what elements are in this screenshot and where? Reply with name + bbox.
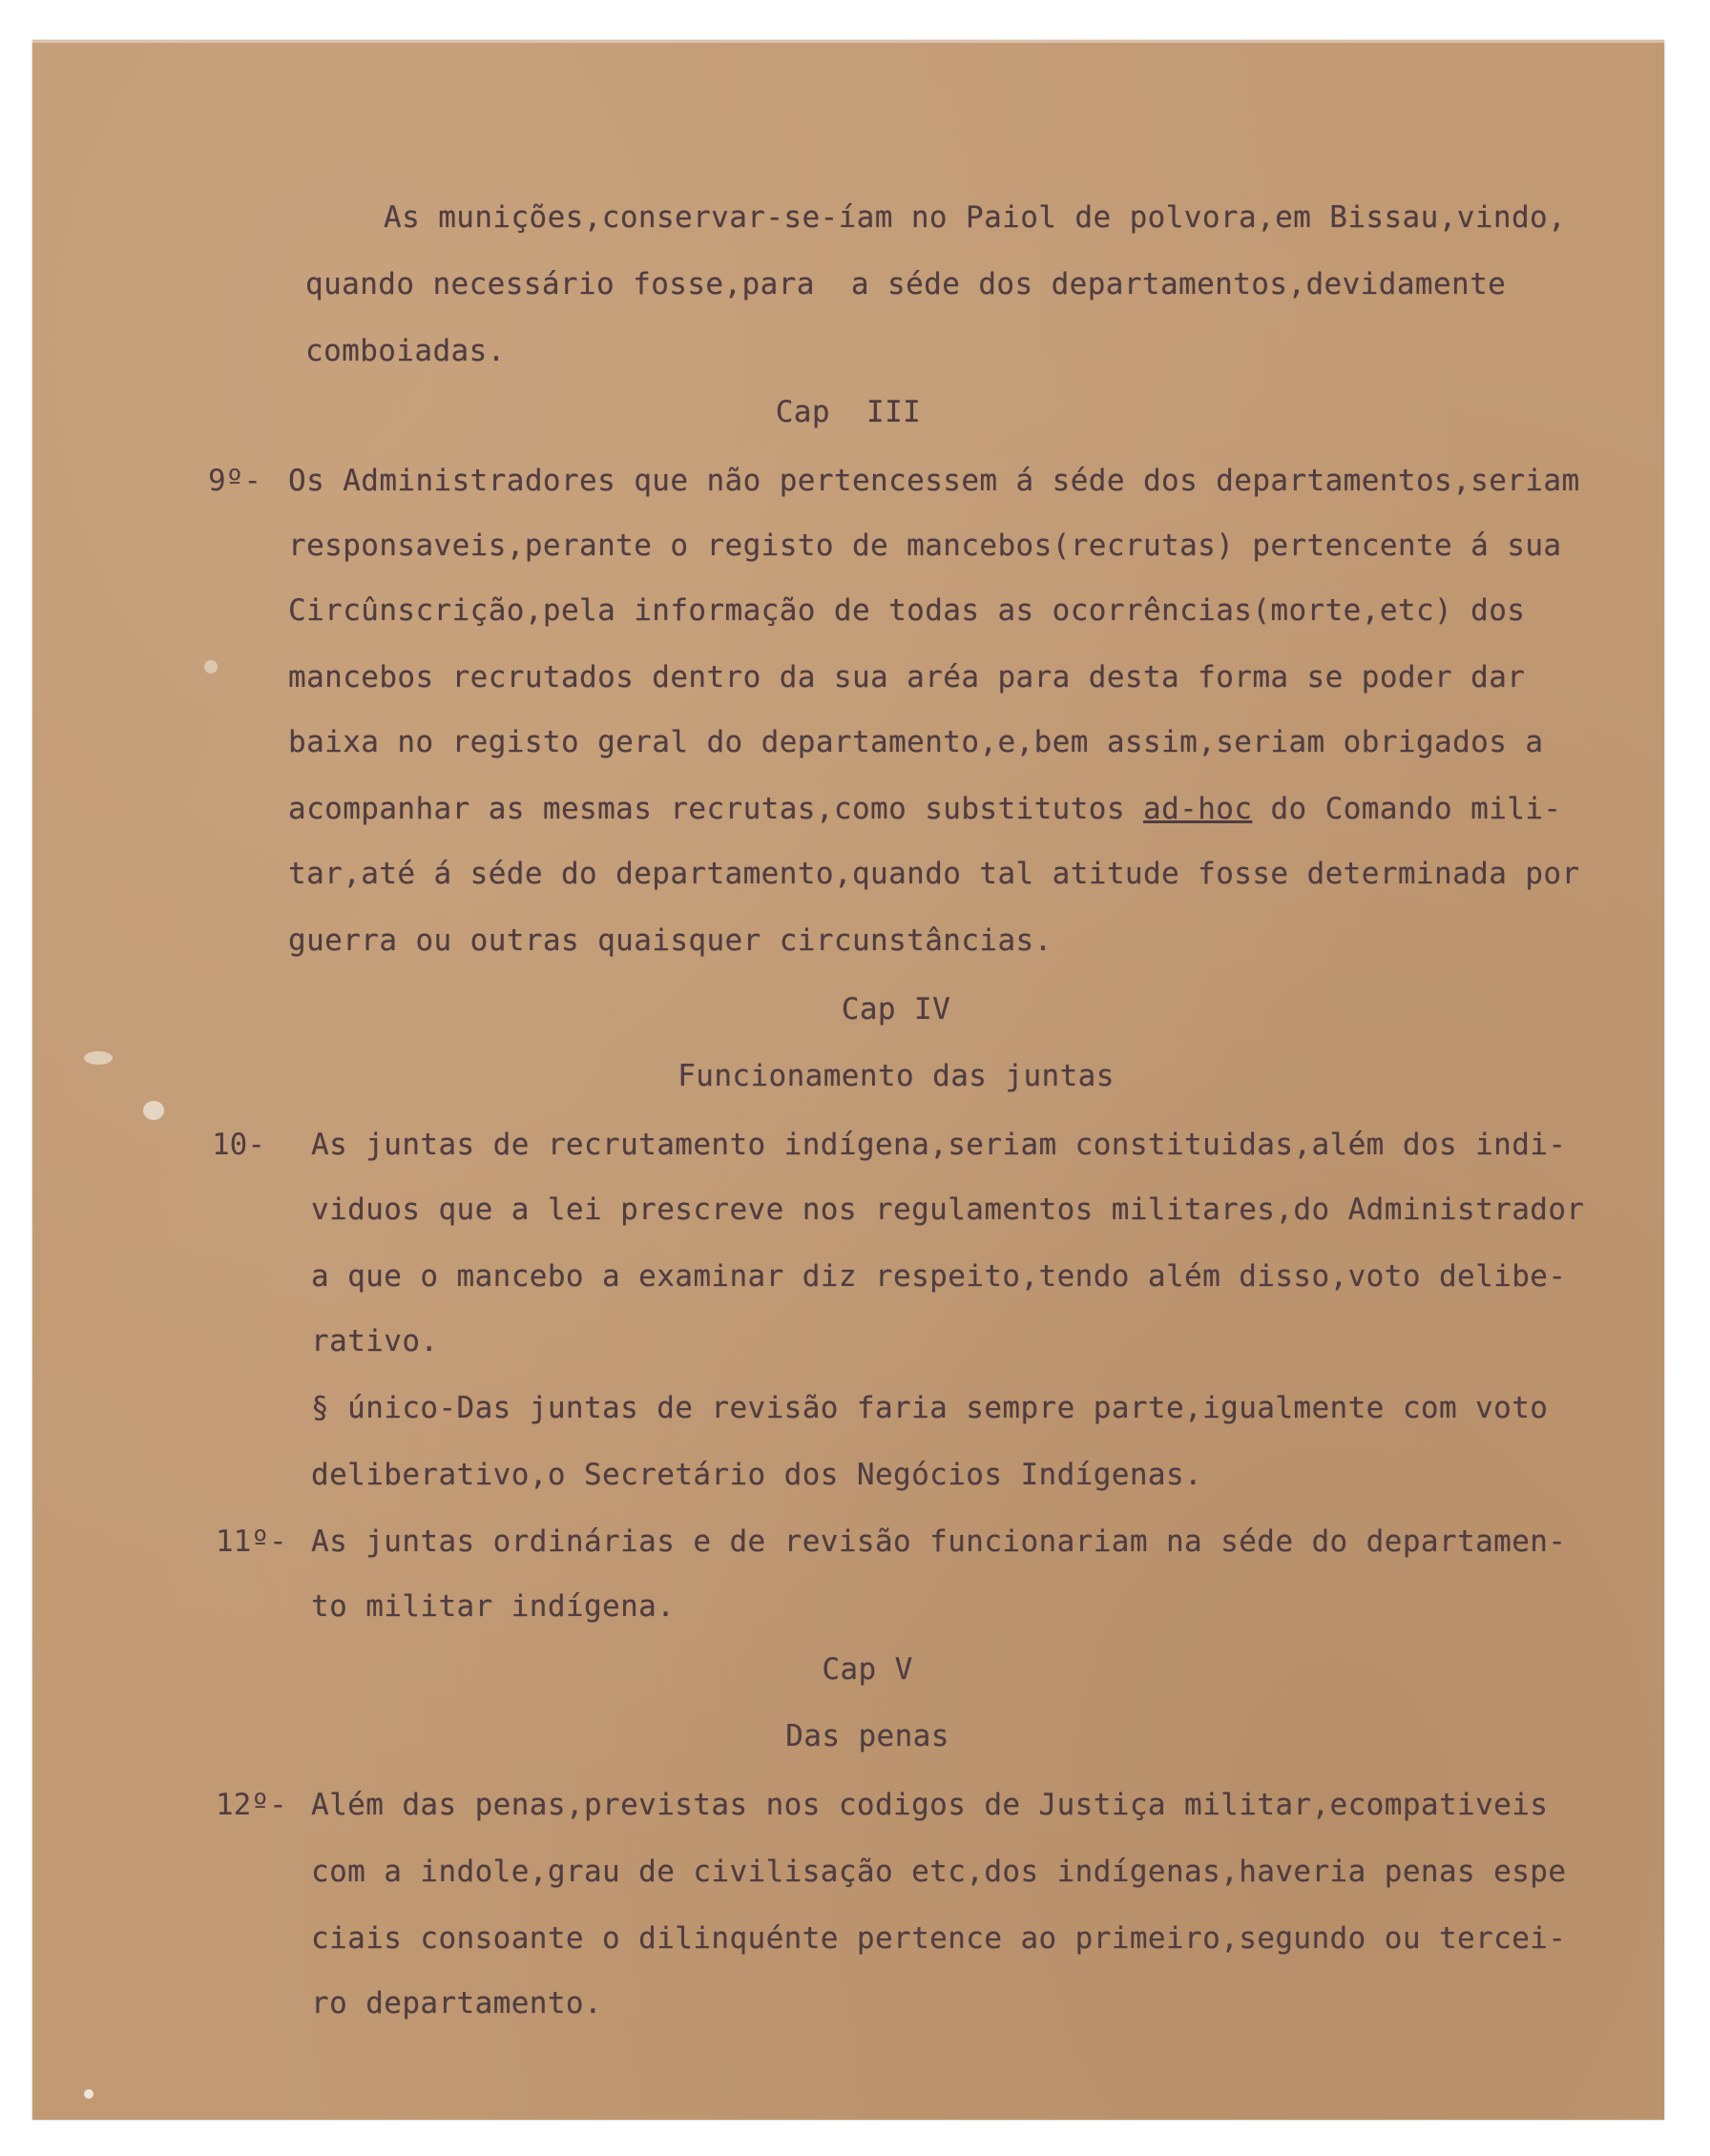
- item-9-line-5: baixa no registo geral do departamento,e,bem assim,seriam obrigados a: [288, 725, 1544, 759]
- item-9-line-6: [288, 792, 1562, 826]
- chapter-4-heading: Cap IV: [841, 992, 951, 1026]
- item-10-single-1: § único-Das juntas de revisão faria sempre parte,igualmente com voto: [311, 1391, 1549, 1425]
- chapter-5-heading: Cap V: [822, 1652, 913, 1687]
- munitions-line-3: comboiadas.: [305, 334, 506, 368]
- chapter-4-title: Funcionamento das juntas: [678, 1059, 1115, 1093]
- munitions-line-1: As munições,conservar-se-íam no Paiol de polvora,em Bissau,vindo,: [384, 200, 1567, 235]
- item-9-line-4: mancebos recrutados dentro da sua aréa para desta forma se poder dar: [288, 660, 1526, 694]
- item-9-line-8: guerra ou outras quaisquer circunstâncias.: [288, 923, 1053, 958]
- item-12-line-4: ro departamento.: [311, 1986, 603, 2021]
- paper-speck: [204, 660, 218, 674]
- item-12-line-2: com a indole,grau de civilisação etc,dos indígenas,haveria penas espe: [311, 1855, 1567, 1889]
- item-10-line-2: viduos que a lei prescreve nos regulamentos militares,do Administrador: [311, 1192, 1585, 1227]
- item-12-line-3: ciais consoante o dilinquénte pertence ao primeiro,segundo ou tercei-: [311, 1921, 1567, 1956]
- item-11-line-1: As juntas ordinárias e de revisão funcionariam na séde do departamen-: [311, 1524, 1567, 1559]
- item-12-line-1: Além das penas,previstas nos codigos de Justiça militar,ecompativeis: [311, 1788, 1549, 1822]
- item-9-line-6-end: [1252, 792, 1270, 826]
- item-11-line-2: to militar indígena.: [311, 1589, 676, 1624]
- item-10-line-1: As juntas de recrutamento indígena,seriam constituidas,além dos indi-: [311, 1128, 1567, 1162]
- chapter-3-heading: Cap III: [775, 395, 922, 429]
- paper-speck: [84, 2089, 94, 2099]
- item-12-number: 12º-: [216, 1788, 287, 1822]
- typewritten-page: [32, 40, 1664, 2120]
- paper-crease: [32, 40, 1664, 43]
- item-10-single-2: deliberativo,o Secretário dos Negócios Indígenas.: [311, 1458, 1203, 1492]
- item-10-line-3: a que o mancebo a examinar diz respeito,tendo além disso,voto delibe-: [311, 1259, 1567, 1294]
- chapter-5-title: Das penas: [785, 1719, 949, 1753]
- item-9-line-6-tail: do Comando mili-: [1270, 792, 1562, 826]
- item-9-line-7: tar,até á séde do departamento,quando tal atitude fosse determinada por: [288, 857, 1580, 891]
- item-11-number: 11º-: [216, 1524, 287, 1559]
- ad-hoc-term: ad-hoc: [1143, 792, 1253, 826]
- item-9-line-3: Circûnscrição,pela informação de todas as ocorrências(morte,etc) dos: [288, 593, 1526, 628]
- item-9-line-2: responsaveis,perante o registo de mancebos(recrutas) pertencente á sua: [288, 529, 1562, 563]
- item-10-number: 10-: [212, 1128, 265, 1162]
- item-9-line-6-start: acompanhar as mesmas recrutas,como substitutos: [288, 792, 1143, 826]
- item-9-line-1: Os Administradores que não pertencessem á séde dos departamentos,seriam: [288, 464, 1580, 498]
- item-9-number: 9º-: [208, 464, 261, 498]
- paper-speck: [143, 1101, 164, 1120]
- munitions-line-2: quando necessário fosse,para a séde dos departamentos,devidamente: [305, 267, 1507, 301]
- item-10-line-4: rativo.: [311, 1324, 439, 1358]
